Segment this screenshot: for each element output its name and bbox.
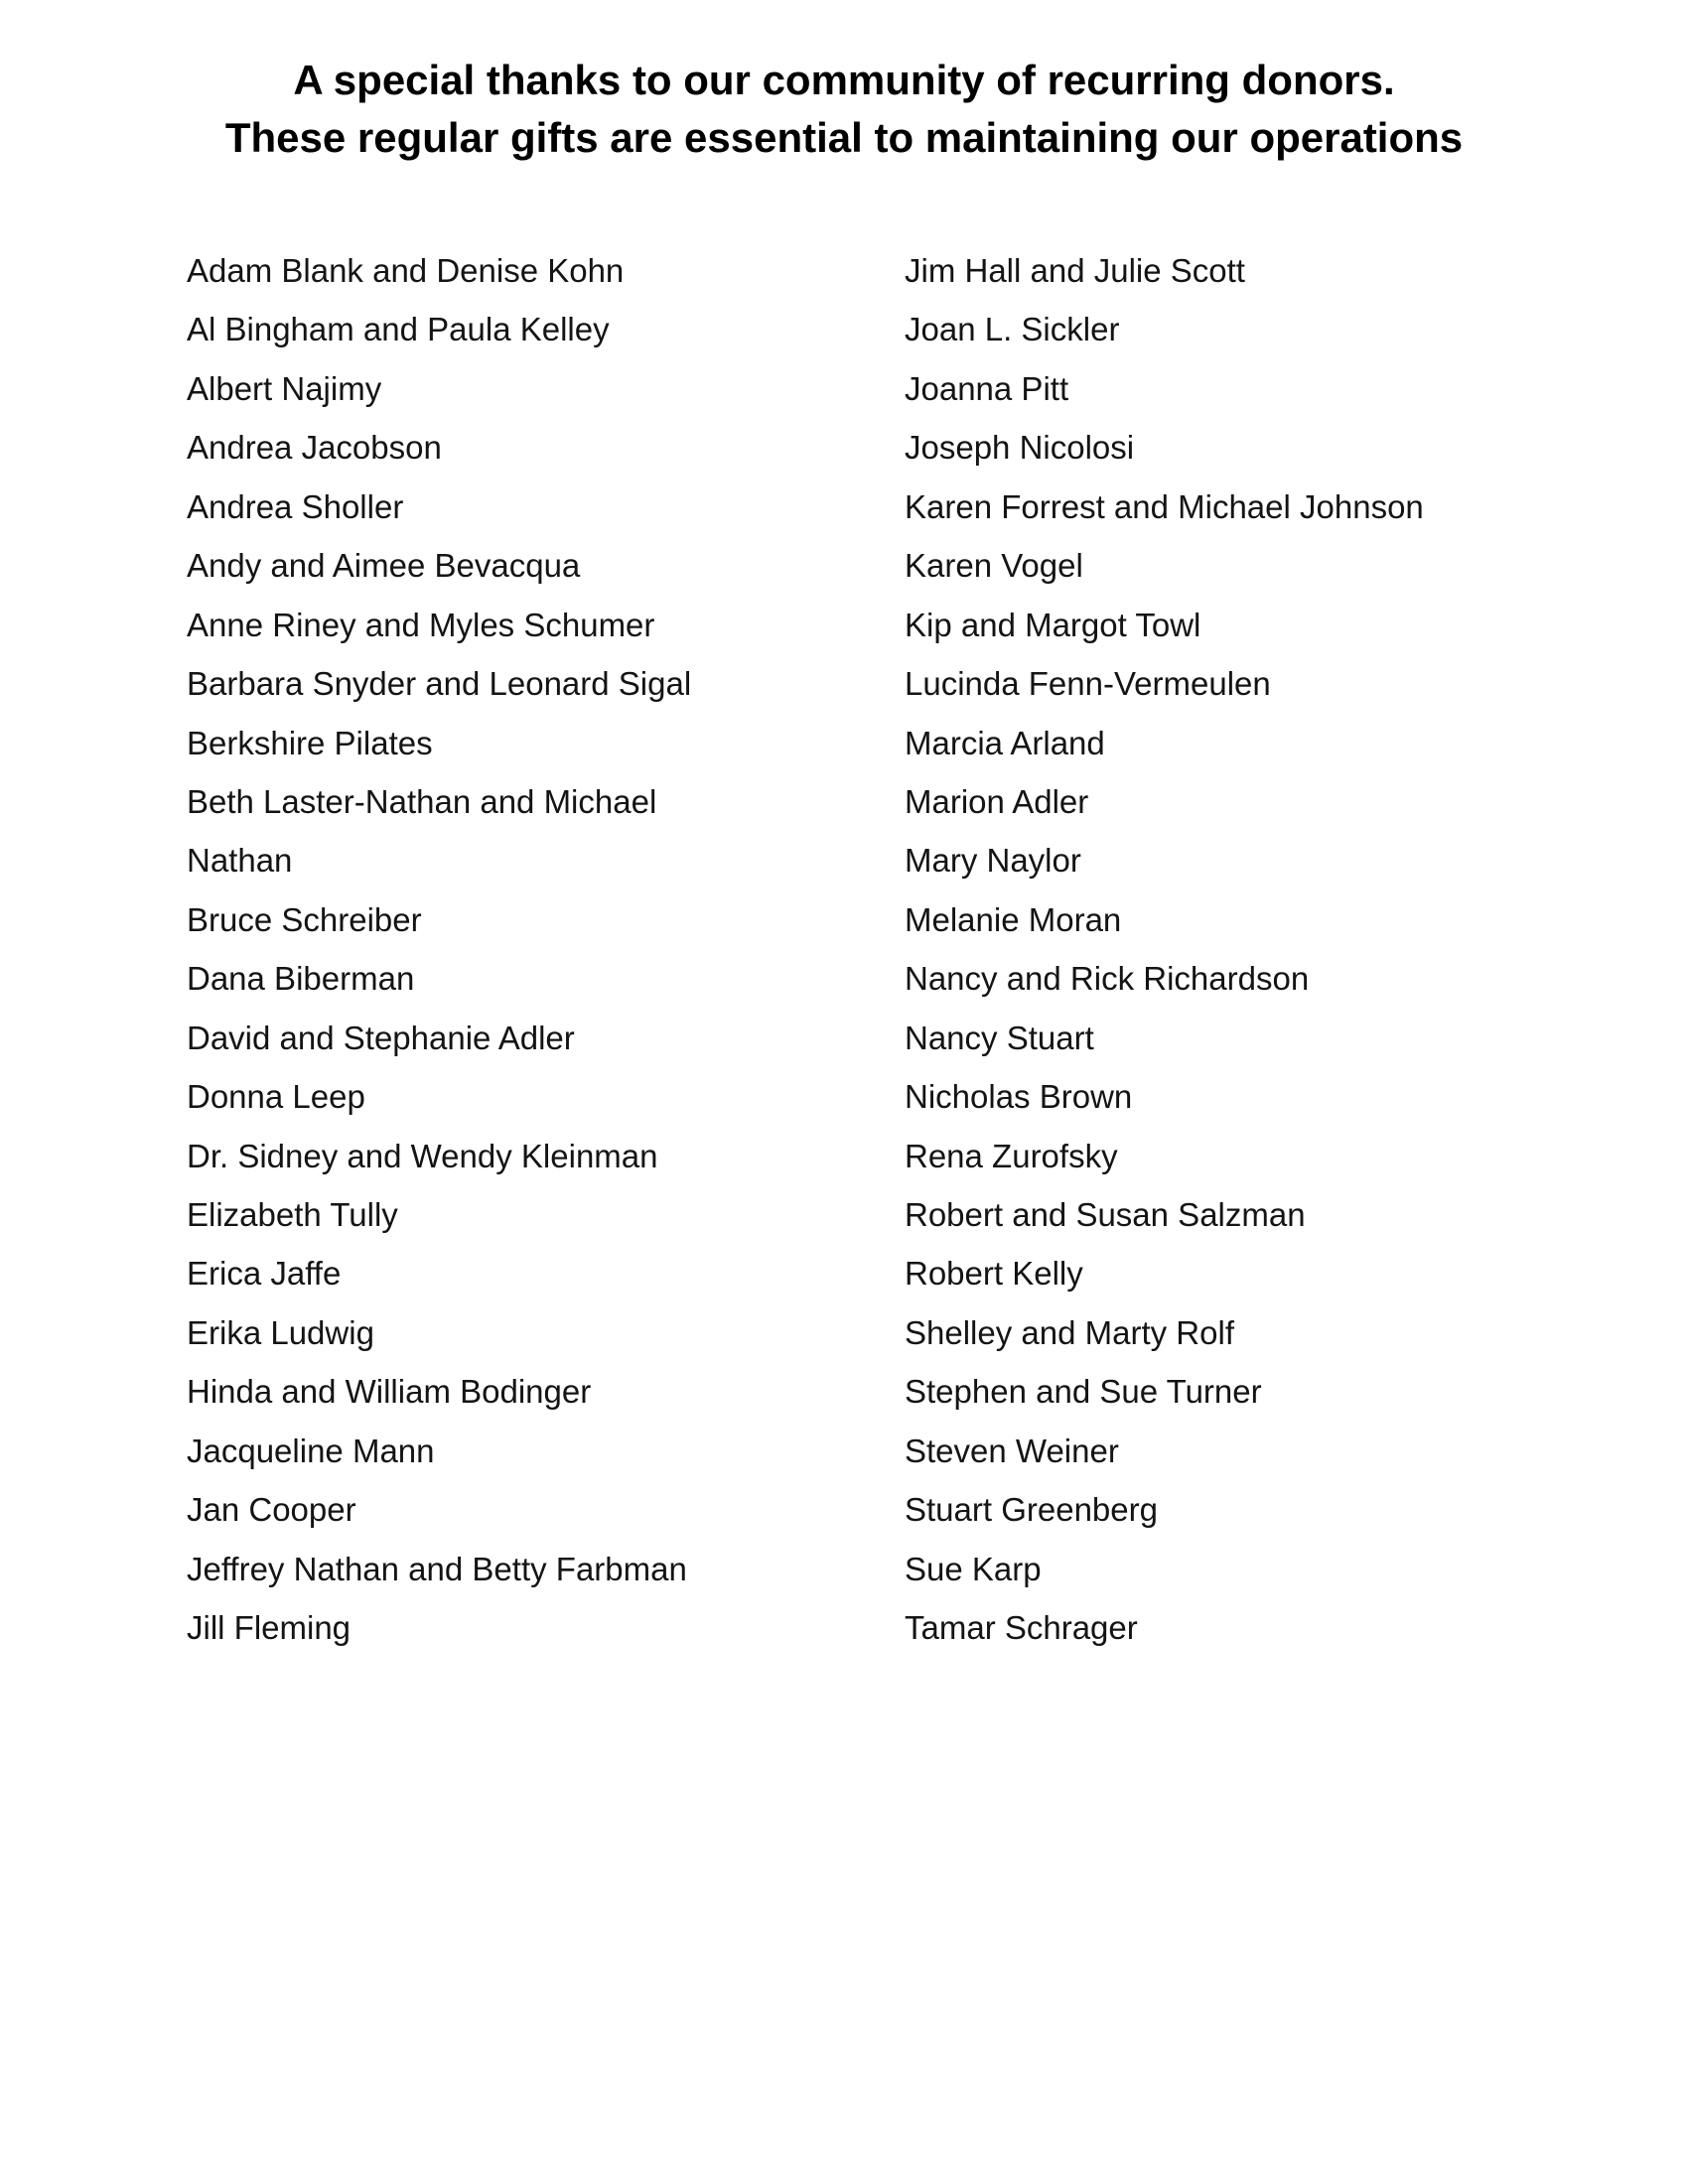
donor-name: Joseph Nicolosi <box>905 429 1135 467</box>
donor-name: Anne Riney and Myles Schumer <box>187 606 655 643</box>
donor-name: Steven Weiner <box>905 1432 1119 1469</box>
donor-name: Nathan <box>187 842 293 880</box>
donor-name: Dana Biberman <box>187 960 415 998</box>
donor-name: Melanie Moran <box>905 900 1122 938</box>
donor-name: Marion Adler <box>905 782 1089 820</box>
donor-name: Karen Forrest and Michael Johnson <box>905 487 1424 525</box>
donor-name: Kip and Margot Towl <box>905 606 1201 643</box>
donor-name: Lucinda Fenn-Vermeulen <box>905 665 1271 703</box>
heading-line-1: A special thanks to our community of recurring donors. <box>293 57 1395 103</box>
donor-name: Jeffrey Nathan and Betty Farbman <box>187 1550 687 1587</box>
donor-name: Stuart Greenberg <box>905 1491 1158 1529</box>
heading-line-2: These regular gifts are essential to maintaining our operations <box>224 114 1464 161</box>
donor-name: Al Bingham and Paula Kelley <box>187 311 610 348</box>
donor-name: Karen Vogel <box>905 547 1083 585</box>
donor-name: David and Stephanie Adler <box>187 1019 575 1056</box>
donor-name: Barbara Snyder and Leonard Sigal <box>187 665 692 703</box>
donor-name: Beth Laster-Nathan and Michael <box>187 782 657 820</box>
donor-name: Jill Fleming <box>187 1609 352 1647</box>
donor-name: Stephen and Sue Turner <box>905 1373 1262 1411</box>
donor-name: Robert Kelly <box>905 1255 1083 1293</box>
donor-name: Dr. Sidney and Wendy Kleinman <box>187 1137 658 1174</box>
donor-name: Nancy and Rick Richardson <box>905 960 1310 998</box>
donor-name: Jacqueline Mann <box>187 1432 435 1469</box>
donor-name: Rena Zurofsky <box>905 1137 1118 1174</box>
donor-name: Robert and Susan Salzman <box>905 1196 1306 1233</box>
donor-name: Hinda and William Bodinger <box>187 1373 592 1411</box>
donor-name: Erika Ludwig <box>187 1313 374 1351</box>
donor-name: Jim Hall and Julie Scott <box>905 252 1245 289</box>
donor-name: Jan Cooper <box>187 1491 356 1529</box>
donor-name: Albert Najimy <box>187 369 382 407</box>
donor-name: Shelley and Marty Rolf <box>905 1313 1234 1351</box>
donor-name: Sue Karp <box>905 1550 1042 1587</box>
page-heading <box>0 52 1688 167</box>
donor-name: Marcia Arland <box>905 724 1105 761</box>
donor-name: Adam Blank and Denise Kohn <box>187 252 625 289</box>
donor-name: Joan L. Sickler <box>905 311 1120 348</box>
donor-name: Andrea Sholler <box>187 487 404 525</box>
donor-list-right-column <box>905 241 1600 1658</box>
donor-name: Bruce Schreiber <box>187 900 422 938</box>
donor-name: Andy and Aimee Bevacqua <box>187 547 581 585</box>
donor-name: Joanna Pitt <box>905 369 1069 407</box>
donor-name: Erica Jaffe <box>187 1255 342 1293</box>
donor-name: Elizabeth Tully <box>187 1196 398 1233</box>
donor-name: Donna Leep <box>187 1078 365 1116</box>
donor-name: Nicholas Brown <box>905 1078 1133 1116</box>
donor-name: Andrea Jacobson <box>187 429 442 467</box>
donor-name: Mary Naylor <box>905 842 1081 880</box>
donor-name: Tamar Schrager <box>905 1609 1138 1647</box>
donor-name: Nancy Stuart <box>905 1019 1094 1056</box>
donor-list-left-column <box>187 241 842 1658</box>
donor-name: Berkshire Pilates <box>187 724 433 761</box>
